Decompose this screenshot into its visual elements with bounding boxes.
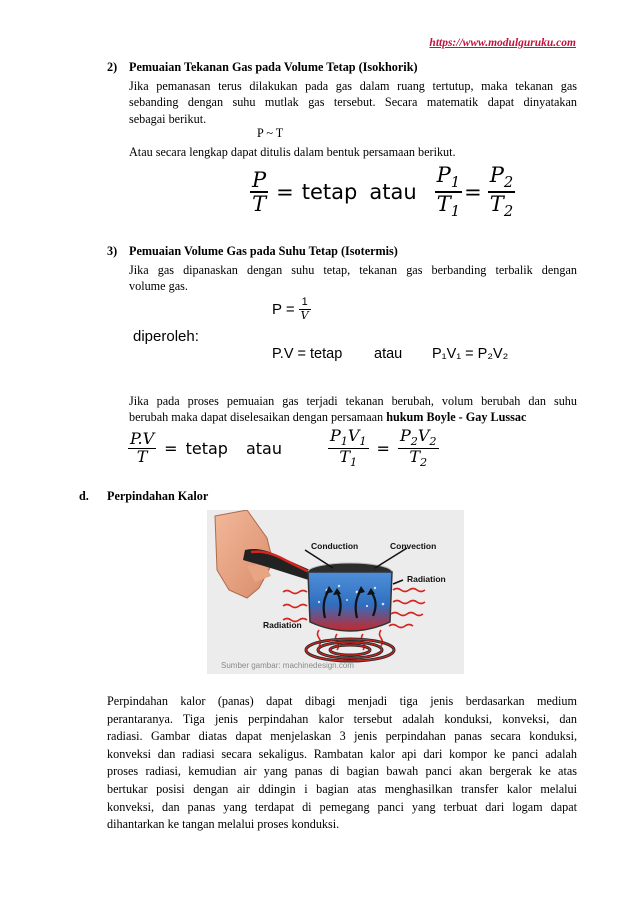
eq3-equals-2: = — [376, 438, 390, 458]
eq-equals: = — [276, 180, 294, 204]
section-2-title: Pemuaian Tekanan Gas pada Volume Tetap (Isokhorik) — [129, 60, 418, 74]
eq3-v2-sub: 2 — [429, 434, 437, 448]
eq1-den: V — [300, 308, 309, 322]
heat-transfer-illustration — [207, 510, 464, 674]
eq3-atau: atau — [245, 438, 282, 458]
eq3-v1: V — [347, 425, 360, 445]
eq-t1: T — [436, 192, 451, 216]
eq3-t2-sub: 2 — [420, 455, 428, 469]
eq3-tetap: tetap — [185, 438, 228, 458]
header-url-link[interactable]: https://www.modulguruku.com — [429, 37, 576, 49]
eq-den-t: T — [252, 192, 267, 216]
eq3-fraction-p1v1-t1 — [328, 425, 369, 469]
eq3-den: T — [136, 446, 148, 466]
eq-num-p: P — [252, 167, 267, 192]
eq-sub-2b: 2 — [503, 203, 514, 221]
eq-t2: T — [489, 192, 504, 216]
eq-p-inverse-v — [272, 291, 311, 327]
eq1-fraction — [299, 297, 311, 321]
boyle-gay-lussac-equation — [128, 423, 439, 473]
section-3-number: 3) — [107, 244, 118, 258]
eq2-left: P.V = tetap — [272, 346, 343, 362]
hukum-boyle-gay-lussac: hukum Boyle - Gay Lussac — [386, 410, 527, 425]
eq-fraction-p2-t2 — [488, 164, 516, 219]
paragraph-line-3: radiasi. Gambar diatas dapat menjelaskan 3 jenis perpindahan panas secara konduksi, — [107, 729, 577, 744]
eq1-lhs: P = — [272, 300, 295, 318]
section-d-paragraph — [107, 693, 577, 834]
section-3-body — [129, 262, 577, 295]
eq3-p1-sub: 1 — [340, 434, 348, 448]
section-2-line-3: sebagai berikut. — [129, 111, 207, 126]
section-d-title: Perpindahan Kalor — [107, 489, 209, 503]
figure-credit: Sumber gambar: machinedesign.com — [221, 661, 354, 670]
eq-fraction-p-t — [250, 169, 268, 215]
section-2-line-1: Jika pemanasan terus dilakukan pada gas dalam ruang tertutup, maka tekanan gas — [129, 79, 577, 93]
section-3-title: Pemuaian Volume Gas pada Suhu Tetap (Isotermis) — [129, 244, 398, 258]
eq3-v1-sub: 1 — [359, 434, 367, 448]
section-3-line-2: volume gas. — [129, 279, 188, 294]
section-2-number: 2) — [107, 60, 118, 74]
relation-p-t: P ~ T — [257, 126, 284, 140]
section-3-line-3: Jika pada proses pemuaian gas terjadi tekanan berubah, volum berubah dan suhu — [129, 394, 577, 408]
label-conduction: Conduction — [311, 541, 359, 551]
diperoleh-label: diperoleh: — [133, 328, 199, 345]
section-2-complete-text: Atau secara lengkap dapat ditulis dalam bentuk persamaan berikut. — [129, 145, 456, 159]
eq3-p2: P — [399, 425, 411, 445]
eq-tetap: tetap — [301, 180, 358, 204]
eq3-num: P.V — [130, 428, 155, 448]
section-2-body — [129, 78, 577, 127]
eq3-equals: = — [164, 438, 178, 458]
eq3-fraction-pv-t — [128, 428, 156, 466]
section-3-body-2 — [129, 393, 577, 426]
section-2-line-2: sebanding dengan suhu mutlak gas tersebut. Secara matematik dapat dinyatakan — [129, 95, 577, 110]
section-3-line-1: Jika gas dipanaskan dengan suhu tetap, tekanan gas berbanding terbalik dengan — [129, 263, 577, 277]
eq3-p2-sub: 2 — [410, 434, 418, 448]
eq3-v2: V — [417, 425, 430, 445]
heat-transfer-figure — [207, 510, 464, 674]
eq1-num: 1 — [299, 297, 311, 310]
eq2-atau: atau — [374, 346, 403, 362]
paragraph-line-2: perantaranya. Tiga jenis perpindahan kalor tersebut adalah konduksi, konveksi, dan — [107, 711, 577, 726]
label-convection: Convection — [390, 541, 437, 551]
paragraph-line-7: konveksi, dan panas yang terdapat di pemegang panci yang terbuat dari logam dapat — [107, 799, 577, 814]
eq-sub-1: 1 — [450, 174, 461, 192]
eq-sub-2: 2 — [503, 174, 514, 192]
eq-fraction-p1-t1 — [435, 164, 463, 219]
eq-atau: atau — [369, 180, 417, 204]
eq3-fraction-p2v2-t2 — [398, 425, 439, 469]
eq-p1: P — [436, 163, 451, 188]
label-radiation-left: Radiation — [263, 620, 302, 630]
label-radiation-right: Radiation — [407, 574, 446, 584]
paragraph-line-5: proses radiasi, kemudian air yang panas di bagian bawah panci akan bergerak ke atas — [107, 764, 577, 779]
eq3-t1: T — [339, 446, 351, 466]
eq-equals-2: = — [464, 180, 482, 204]
paragraph-line-8: dihantarkan ke tangan melalui proses konduksi. — [107, 817, 340, 832]
eq3-t2: T — [409, 446, 421, 466]
eq3-p1: P — [329, 425, 341, 445]
paragraph-line-6: bertukar posisi dengan air ddingin i bagian atas menghasilkan transfer kalor melalui — [107, 781, 577, 796]
eq-p2: P — [489, 163, 504, 188]
paragraph-line-4: konveksi dan radiasi secara sekaligus. Rambatan kalor api dari kompor ke panci adalah — [107, 746, 577, 761]
eq3-t1-sub: 1 — [350, 455, 358, 469]
eq-sub-1b: 1 — [450, 203, 461, 221]
eq2-right: P₁V₁ = P₂V₂ — [432, 346, 509, 362]
isokhorik-equation — [250, 163, 515, 221]
paragraph-line-1: Perpindahan kalor (panas) dapat dibagi menjadi tiga jenis berdasarkan medium — [107, 694, 577, 708]
section-3-line-4-prefix: berubah maka dapat diselesaikan dengan persamaan — [129, 410, 387, 425]
section-d-letter: d. — [79, 489, 89, 503]
